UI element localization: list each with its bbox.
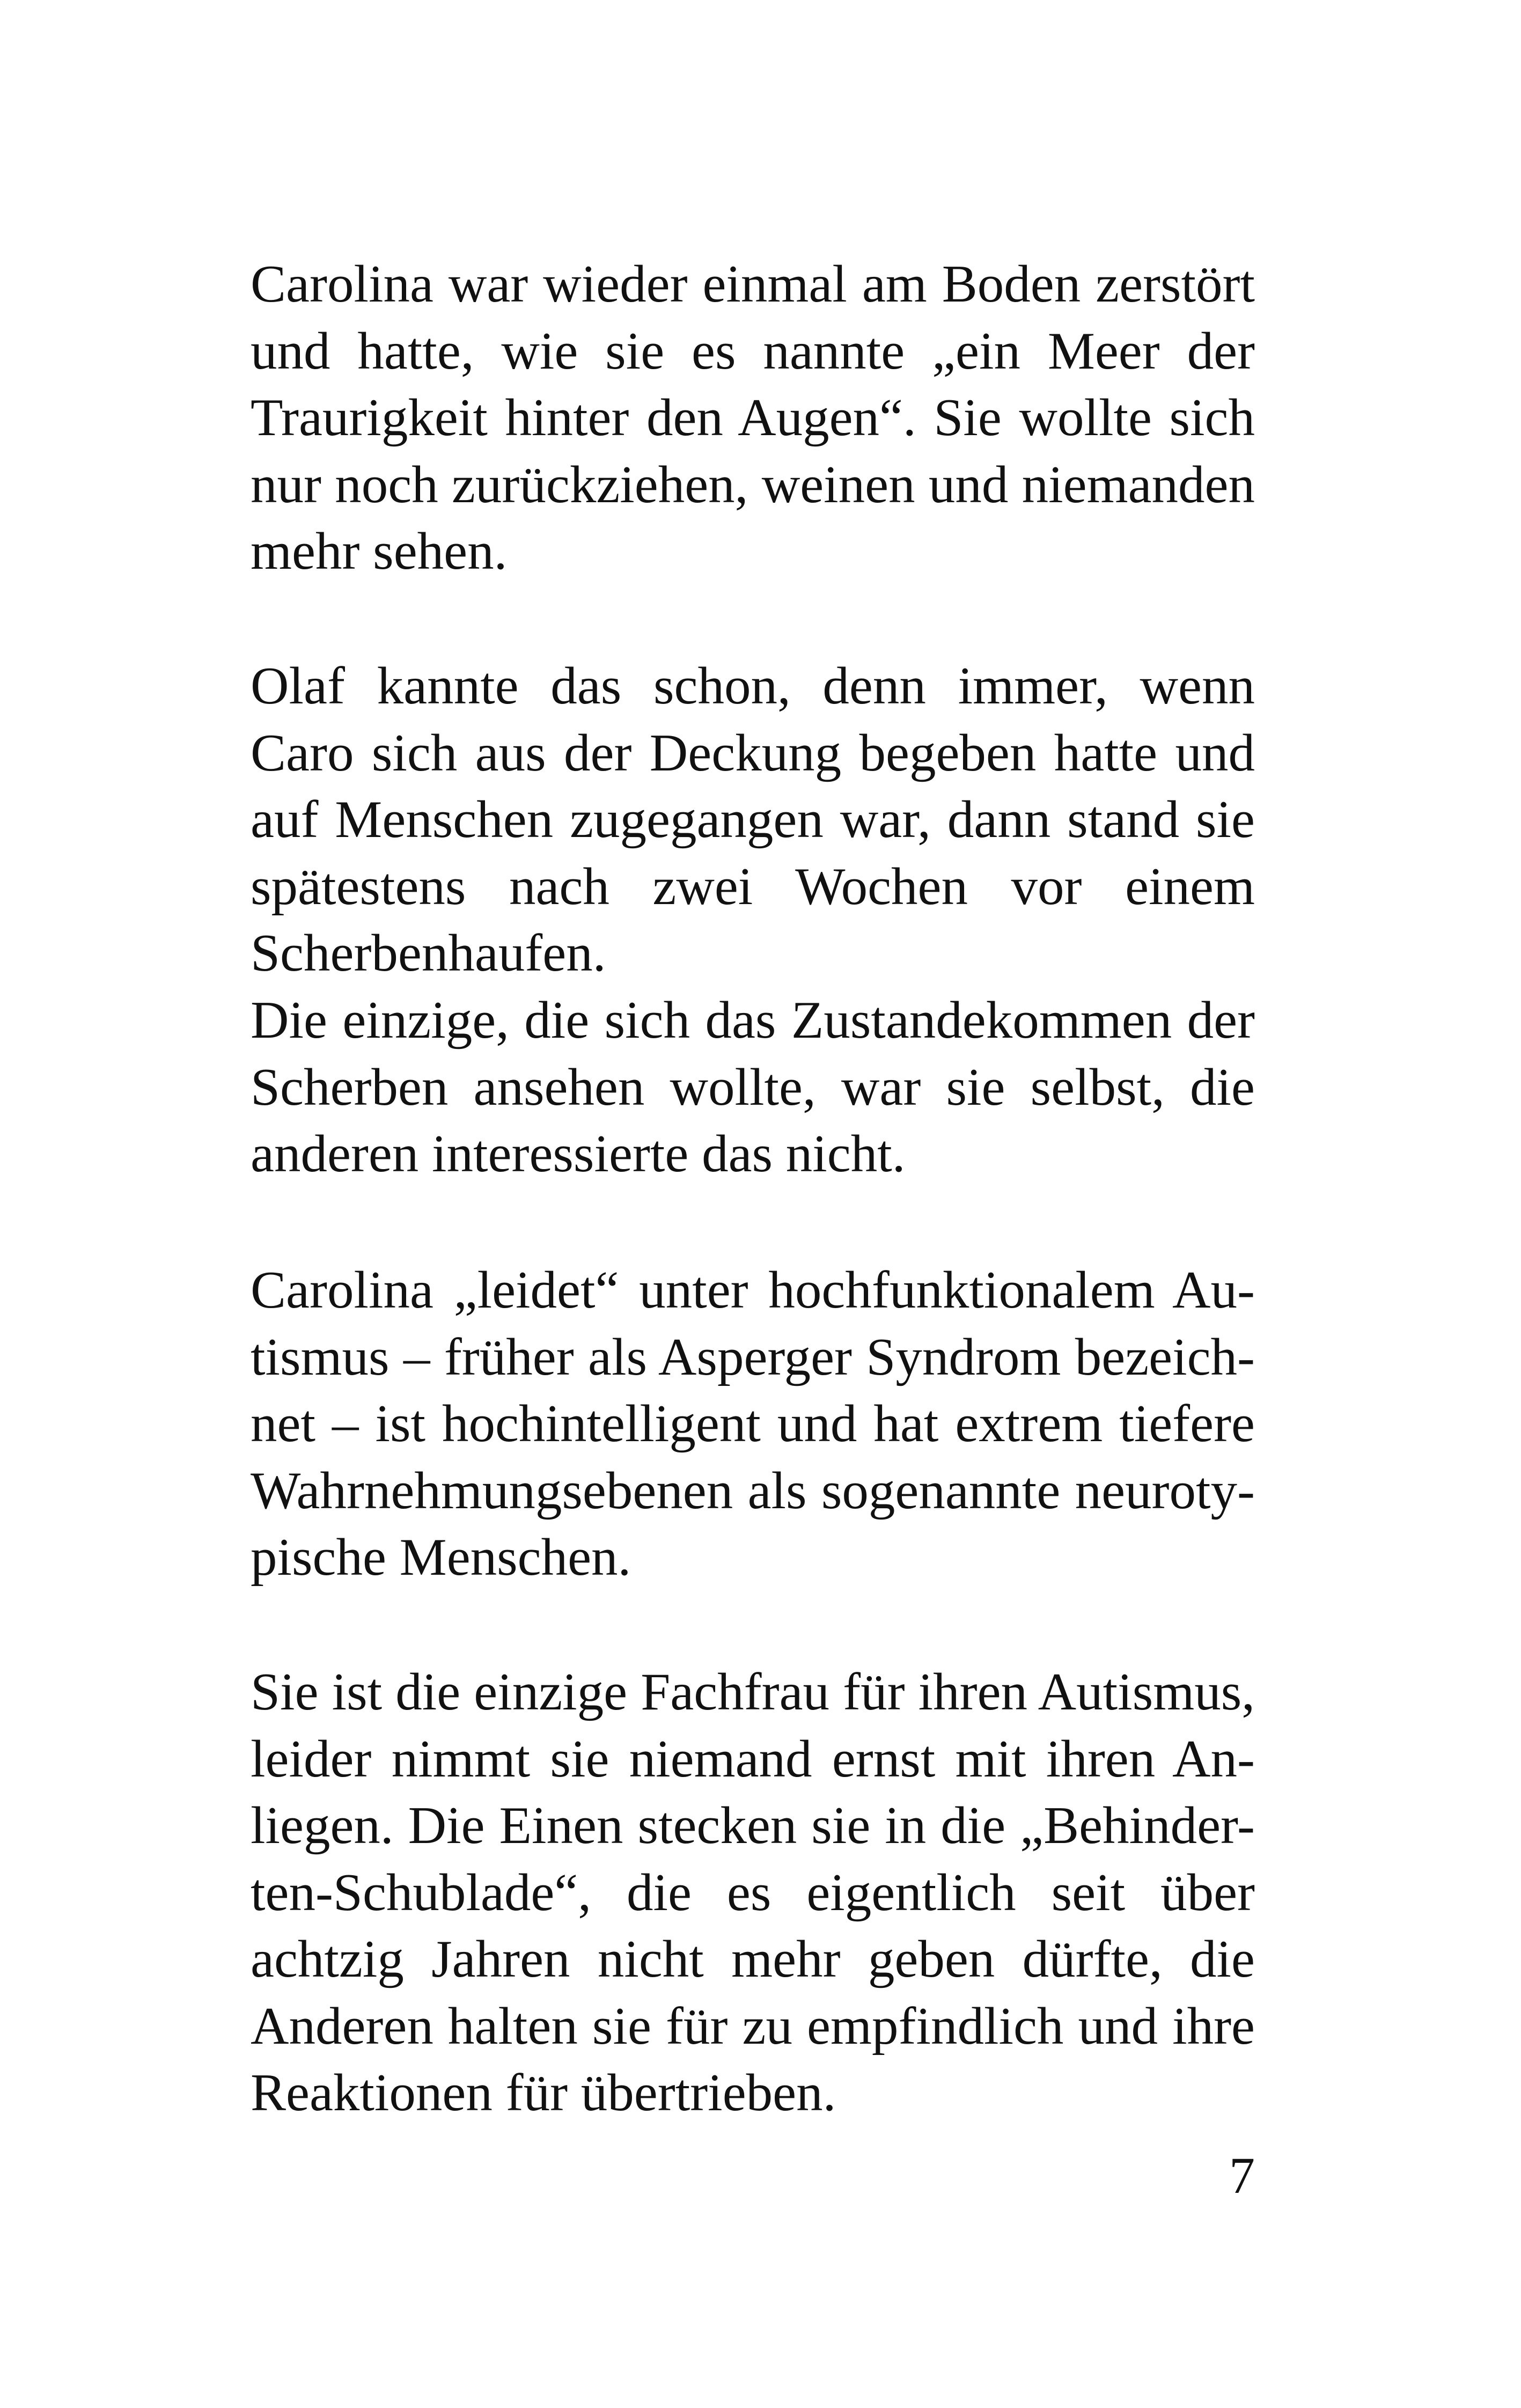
text-line: Scherbenhaufen.	[251, 924, 606, 982]
text-line: Reaktionen für übertrieben.	[251, 2064, 836, 2122]
text-line: anderen interessierte das nicht.	[251, 1125, 906, 1183]
text-line: mehr sehen.	[251, 522, 508, 581]
text-line: Sie ist die einzige Fachfrau für ihren Autismus,	[251, 1663, 1255, 1721]
text-line: achtzig Jahren nicht mehr geben dürfte, die	[251, 1930, 1255, 1988]
paragraph-2	[251, 653, 1255, 987]
paragraph-5	[251, 1659, 1255, 2127]
page-number: 7	[1229, 2147, 1255, 2204]
text-line: net – ist hochintelligent und hat extrem tiefere	[251, 1394, 1255, 1453]
text-line: Scherben ansehen wollte, war sie selbst, die	[251, 1058, 1255, 1117]
text-line: leider nimmt sie niemand ernst mit ihren An-	[251, 1729, 1255, 1788]
text-line: Carolina war wieder einmal am Boden zerstört	[251, 255, 1255, 313]
text-line: ten-Schublade“, die es eigentlich seit über	[251, 1863, 1255, 1922]
text-line: liegen. Die Einen stecken sie in die „Behinder-	[251, 1796, 1255, 1855]
text-line: nur noch zurückziehen, weinen und niemanden	[251, 455, 1255, 514]
text-line: spätestens nach zwei Wochen vor einem	[251, 857, 1255, 916]
text-line: Olaf kannte das schon, denn immer, wenn	[251, 657, 1255, 715]
text-line: Wahrnehmungsebenen als sogenannte neuroty-	[251, 1461, 1255, 1520]
text-line: Traurigkeit hinter den Augen“. Sie wollte sich	[251, 388, 1255, 447]
text-line: Die einzige, die sich das Zustandekommen der	[251, 991, 1255, 1049]
text-line: auf Menschen zugegangen war, dann stand sie	[251, 790, 1255, 849]
paragraph-1	[251, 251, 1255, 585]
text-line: Caro sich aus der Deckung begeben hatte und	[251, 723, 1255, 782]
text-line: und hatte, wie sie es nannte „ein Meer der	[251, 321, 1255, 380]
text-line: Anderen halten sie für zu empfindlich und ihre	[251, 1996, 1255, 2055]
paragraph-4	[251, 1257, 1255, 1591]
text-line: tismus – früher als Asperger Syndrom bezeich-	[251, 1327, 1255, 1386]
text-line: Carolina „leidet“ unter hochfunktionalem Au-	[251, 1261, 1255, 1319]
paragraph-3	[251, 987, 1255, 1188]
text-line: pische Menschen.	[251, 1528, 631, 1587]
